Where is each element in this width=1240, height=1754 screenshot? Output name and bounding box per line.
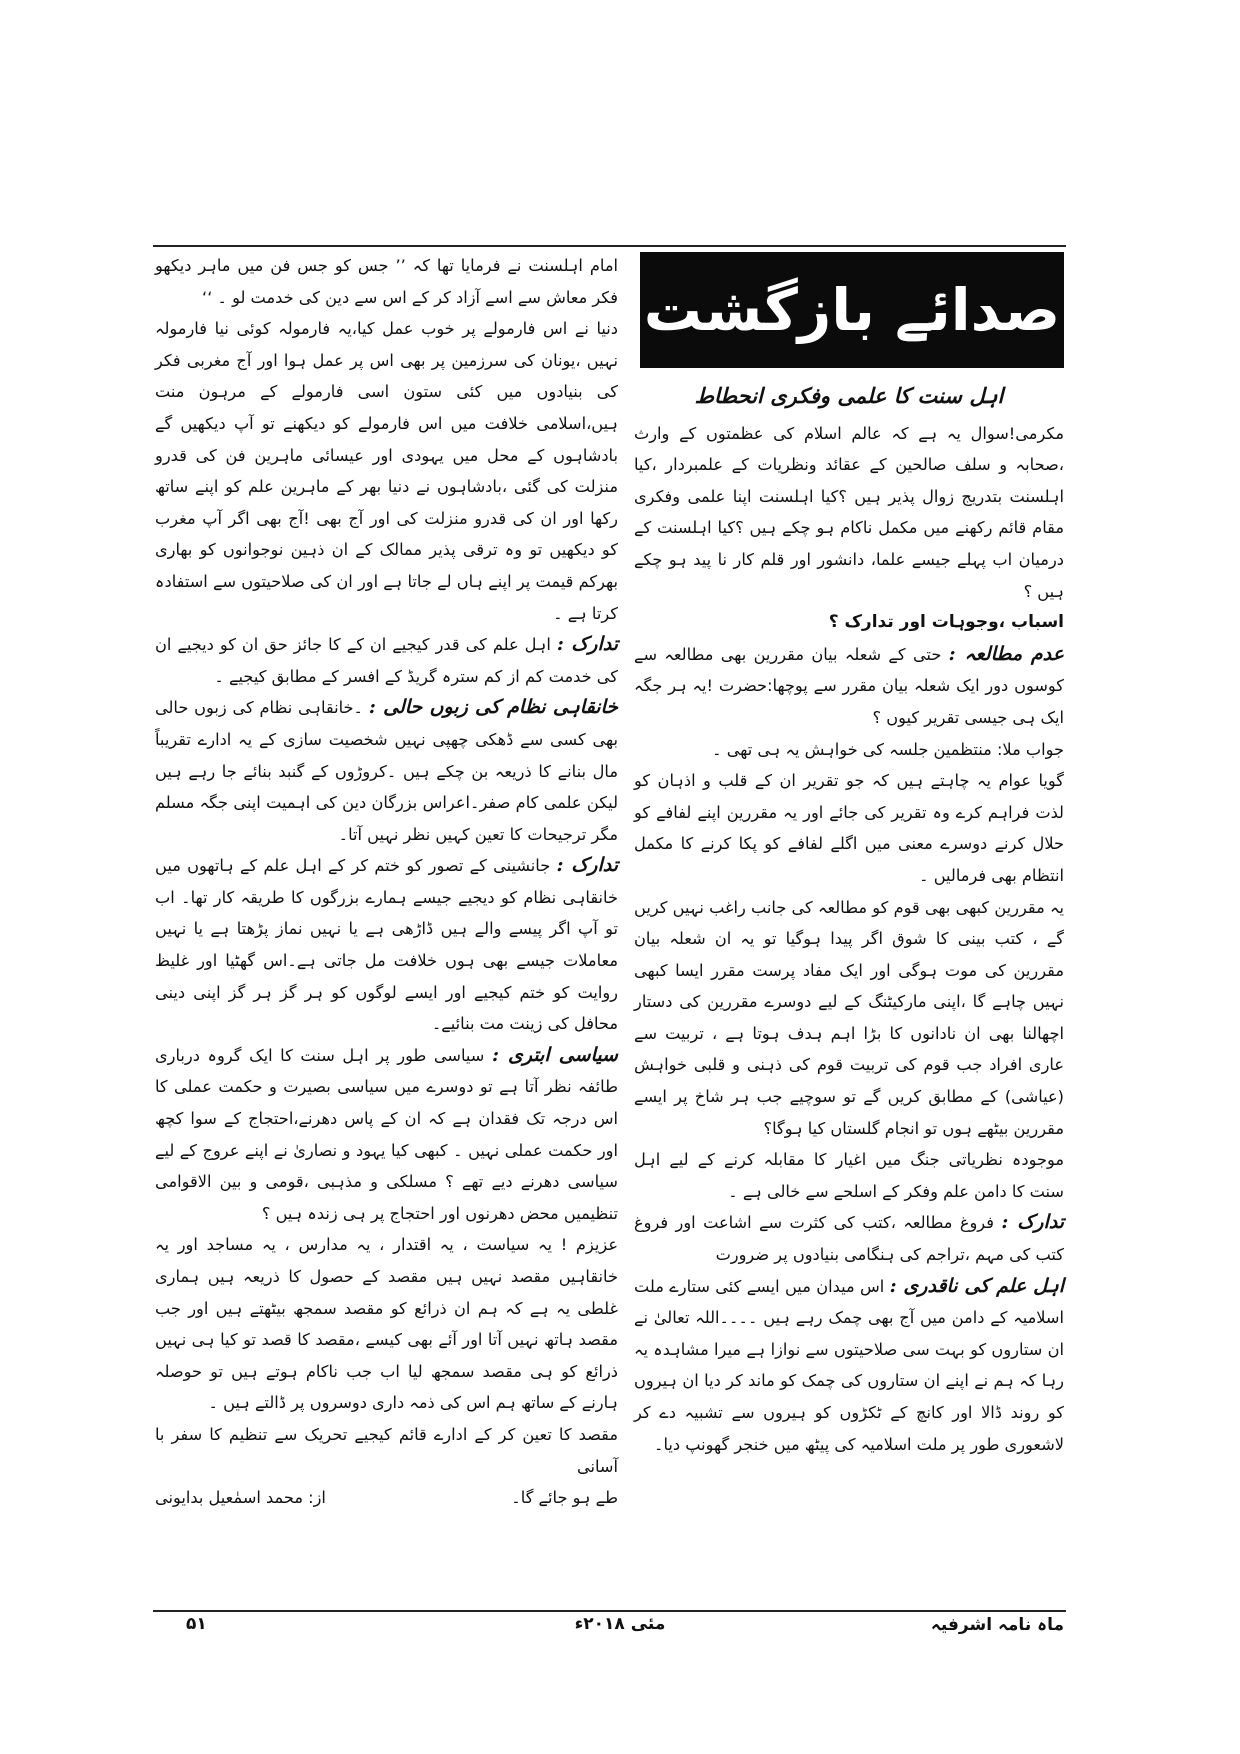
section-keyword: خانقاہی نظام کی زبوں حالی : — [368, 696, 619, 719]
author-byline: از: محمد اسمٰعیل بدایونی — [155, 1488, 326, 1508]
section-khanqah — [155, 692, 618, 850]
section-text: سیاسی طور پر اہل سنت کا ایک گروہ درباری طائفہ نظر آتا ہے تو دوسرے میں سیاسی بصیرت و حکمت عملی کا اس درجہ تک فقدان ہے کہ ان کے پاس دھرنے،احتجاج کے سوا کچھ اور حکمت عملی نہیں ۔ کبھی کیا یہود و نصاریٰ نے اپنے عروج کے لیے سیاسی دھرنے دیے تھے ؟ مسلکی و مذہبی ،قومی و بین الاقوامی تنظیمیں محض دھرنوں اور احتجاج پر ہی زندہ ہیں ؟ — [155, 1045, 618, 1223]
remedy-text: جانشینی کے تصور کو ختم کر کے اہل علم کے ہاتھوں میں خانقاہی نظام کو دیجیے جیسے ہمارے بزرگوں کا طریقہ کار تھا۔ اب تو آپ اگر پیسے والے ہیں ڈاڑھی ہے یا نہیں نماز پڑھتا ہے یا نہیں معاملات جیسے بھی ہوں خلافت مل جاتی ہے۔اس گھٹیا اور غلیظ روایت کو ختم کیجیے اور ایسے لوگوں کو ہر گز ہر گز اپنی دینی محافل کی زینت مت بنائیے۔ — [155, 856, 618, 1034]
top-rule — [153, 245, 1066, 247]
paragraph: مقصد کا تعین کر کے ادارے قائم کیجیے تحریک سے تنظیم کا سفر با آسانی — [155, 1424, 618, 1476]
remedy-keyword: تدارک : — [556, 633, 618, 656]
remedy-scholars — [155, 629, 618, 692]
section-text: اس میدان میں ایسے کئی ستارے ملت اسلامیہ کے دامن میں آج بھی چمک رہے ہیں ۔۔۔۔اللہ تعالیٰ نے ان ستاروں کو بہت سی صلاحیتوں سے نوازا ہے میرا مشاہدہ یہ رہا کہ ہم نے اپنے ان ستاروں کی چمک کو ماند کر دیا ان ہیروں کو روند ڈالا اور کانچ کے ٹکڑوں کو ہیروں سے تشبیہ دے کر لاشعوری طور پر ملت اسلامیہ کی پیٹھ میں خنجر گھونپ دیا۔ — [634, 1276, 1064, 1454]
causes-heading: اسباب ،وجوہات اور تدارک ؟ — [828, 612, 1064, 633]
remedy-khanqah — [155, 850, 618, 1040]
remedy-keyword: تدارک : — [556, 854, 618, 877]
paragraph: موجودہ نظریاتی جنگ میں اغیار کا مقابلہ کرنے کے لیے اہل سنت کا دامن علم وفکر کے اسلحے سے خالی ہے ۔ — [634, 1150, 1064, 1201]
footer-page-number: ۵۱ — [186, 1614, 207, 1634]
intro-paragraph: مکرمی!سوال یہ ہے کہ عالم اسلام کی عظمتوں کے وارث ،صحابہ و سلف صالحین کے عقائد ونظریات کے علمبردار ،کیا اہلسنت بتدریج زوال پذیر ہیں ؟کیا اہلسنت اپنا علمی وفکری مقام قائم رکھنے میں مکمل ناکام ہو چکے ہیں ؟کیا اہلسنت کے درمیان اب پہلے جیسے علما، دانشور اور قلم کار نا پید ہو چکے ہیں ؟ — [634, 423, 1064, 601]
paragraph: امام اہلسنت نے فرمایا تھا کہ ’’ جس کو جس فن میں ماہر دیکھو فکر معاش سے اسے آزاد کر کے اس سے دین کی خدمت لو ۔ ‘‘ — [155, 256, 618, 307]
article-title: اہل سنت کا علمی وفکری انحطاط — [694, 383, 1004, 408]
section-study — [634, 639, 1064, 734]
paragraph: گویا عوام یہ چاہتے ہیں کہ جو تقریر ان کے قلب و اذہان کو لذت فراہم کرے وہ تقریر کی جائے اور یہ مقررین اپنے لفافے کو حلال کرنے دوسرے معنی میں اگلے لفافے کو پکا کرنے کا مکمل انتظام بھی فرمالیں ۔ — [634, 771, 1064, 885]
paragraph: دنیا نے اس فارمولے پر خوب عمل کیا،یہ فارمولہ کوئی نیا فارمولہ نہیں ،یونان کی سرزمین پر بھی اس پر عمل ہوا اور آج مغربی فکر کی بنیادوں میں کئی ستون اسی فارمولے کے مرہون منت ہیں،اسلامی خلافت میں اس فارمولے کو دیکھنے تو آپ دیکھیں گے بادشاہوں کے محل میں یہودی اور عیسائی ماہرین فن کی قدرو منزلت کی گئی ،بادشاہوں نے دنیا بھر کے ماہرین علم کو اپنے ساتھ رکھا اور ان کی قدرو منزلت کی اور آج بھی !آج بھی اگر آپ مغرب کو دیکھیں تو وہ ترقی پذیر ممالک کے ان ذہین نوجوانوں کو بھاری بھرکم قیمت پر اپنے ہاں لے جاتا ہے اور ان کی صلاحیتوں سے استفادہ کرتا ہے ۔ — [155, 319, 618, 623]
remedy-keyword: تدارک : — [1001, 1211, 1064, 1234]
section-keyword: اہل علم کی ناقدری : — [889, 1274, 1064, 1297]
left-column — [155, 250, 618, 1514]
remedy-text: اہل علم کی قدر کیجیے ان کے کا جائز حق ان کو دیجیے ان کی خدمت کم از کم سترہ گریڈ کے افسر کے مطابق کیجیے ۔ — [155, 635, 618, 686]
section-keyword: عدم مطالعہ : — [948, 642, 1064, 665]
section-text: ۔خانقاہی نظام کی زبوں حالی بھی کسی سے ڈھکی چھپی نہیں شخصیت سازی کے یہ ادارے تقریباً مال بنانے کا ذریعہ بن چکے ہیں ۔کروڑوں کے گنبد بنائے جا رہے ہیں لیکن علمی کام صفر۔اعراس بزرگان دین کی اہمیت اپنی جگہ مسلم مگر ترجیحات کا تعین کہیں نظر نہیں آتا۔ — [155, 698, 618, 844]
closing-line — [155, 1482, 618, 1514]
footer-issue-date: مئی ۲۰۱۸ء — [574, 1614, 666, 1634]
remedy-study — [634, 1207, 1064, 1270]
remedy-text: فروغ مطالعہ ،کتب کی کثرت سے اشاعت اور فروغ کتب کی مہم ،تراجم کی ہنگامی بنیادوں پر ضرورت — [634, 1213, 1064, 1265]
section-scholars — [634, 1271, 1064, 1461]
paragraph: یہ مقررین کبھی بھی قوم کو مطالعہ کی جانب راغب نہیں کریں گے ، کتب بینی کا شوق اگر پیدا ہوگیا تو یہ ان شعلہ بیان مقررین کی موت ہوگی اور ایک مفاد پرست مقرر ایسا کبھی نہیں چاہے گا ،اپنی مارکیٹنگ کے لیے دوسرے مقررین کی دستار اچھالنا بھی ان نادانوں کا بڑا اہم ہدف ہوتا ہے ، تربیت سے عاری افراد جب قوم کی تربیت قوم کی ذہنی و قلبی خواہش (عیاشی) کے مطابق کریں گے تو سوچیے جب ہر شاخ پر ایسے مقررین بیٹھے ہوں تو انجام گلستاں کیا ہوگا؟ — [634, 897, 1064, 1138]
footer-magazine-name: ماہ نامہ اشرفیہ — [930, 1615, 1064, 1635]
paragraph: جواب ملا: منتظمین جلسہ کی خواہش یہ ہی تھی ۔ — [712, 739, 1064, 759]
section-masthead — [640, 252, 1064, 368]
section-keyword: سیاسی ابتری : — [491, 1043, 618, 1066]
right-column — [634, 380, 1064, 1460]
closing-text: طے ہو جائے گا۔ — [511, 1488, 618, 1508]
section-politics — [155, 1040, 618, 1230]
paragraph: عزیزم ! یہ سیاست ، یہ اقتدار ، یہ مدارس ، یہ مساجد اور یہ خانقاہیں مقصد نہیں ہیں مقصد کے حصول کا ذریعہ ہیں ہماری غلطی یہ ہے کہ ہم ان ذرائع کو مقصد سمجھ بیٹھتے ہیں اور جب مقصد ہاتھ نہیں آتا اور آئے بھی کیسے ،مقصد کا قصد تو کیا ہی نہیں ذرائع کو ہی مقصد سمجھ لیا اب جب ناکام ہوتے ہیں تو حوصلہ ہارنے کے ساتھ ہم اس کی ذمہ داری دوسروں پر ڈالتے ہیں ۔ — [155, 1235, 618, 1413]
section-text: حتی کے شعلہ بیان مقررین بھی مطالعہ سے کوسوں دور ایک شعلہ بیان مقرر سے پوچھا:حضرت !یہ ہر جگہ ایک ہی جیسی تقریر کیوں ؟ — [634, 644, 1064, 727]
bottom-rule — [153, 1610, 1066, 1612]
masthead-title: صدائے بازگشت — [643, 276, 1061, 344]
